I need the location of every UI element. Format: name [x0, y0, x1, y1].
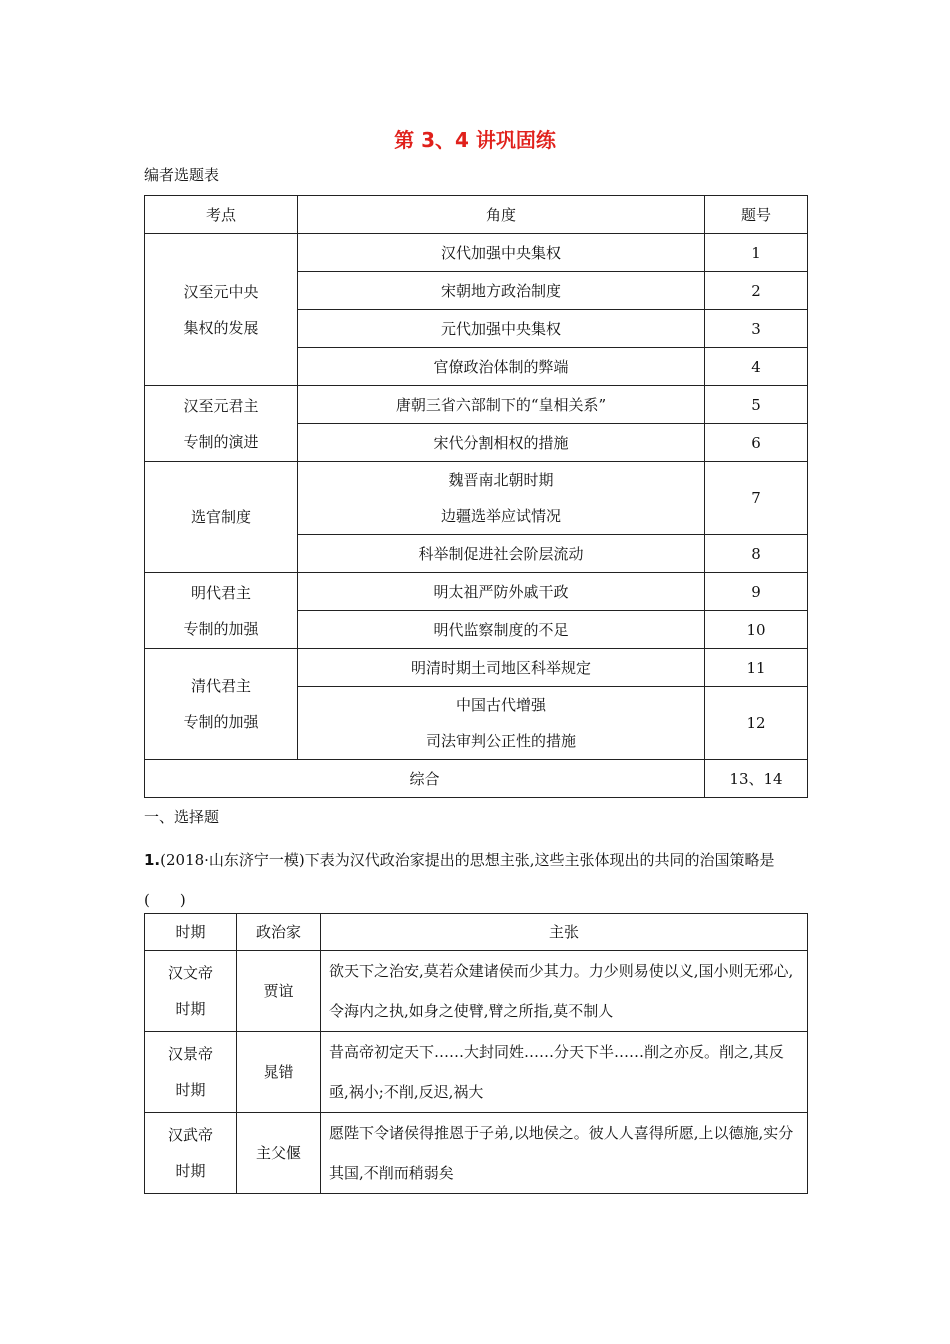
- table-row: [145, 234, 808, 272]
- section-heading: 一、选择题: [144, 808, 220, 826]
- number-cell: 9: [705, 573, 808, 611]
- question-1-table: [144, 913, 808, 1194]
- selection-table-label: 编者选题表: [144, 166, 220, 184]
- table-row: [145, 386, 808, 424]
- statesman-cell: 主父偃: [237, 1113, 321, 1194]
- angle-cell: 中国古代增强 司法审判公正性的措施: [298, 687, 705, 760]
- table-row: [145, 573, 808, 611]
- topic-cell: 明代君主 专制的加强: [145, 573, 298, 649]
- stance-cell: 愿陛下令诸侯得推恩于子弟,以地侯之。彼人人喜得所愿,上以德施,实分其国,不削而稍弱矣: [321, 1113, 808, 1194]
- number-cell: 8: [705, 535, 808, 573]
- stance-cell: 欲天下之治安,莫若众建诸侯而少其力。力少则易使以义,国小则无邪心,令海内之执,如身之使臂,臂之所指,莫不制人: [321, 951, 808, 1032]
- table-header-cell: 题号: [705, 196, 808, 234]
- stance-cell: 昔高帝初定天下……大封同姓……分天下半……削之亦反。削之,其反亟,祸小;不削,反迟,祸大: [321, 1032, 808, 1113]
- table-row: [145, 1113, 808, 1194]
- number-cell: 7: [705, 462, 808, 535]
- angle-cell: 宋朝地方政治制度: [298, 272, 705, 310]
- number-cell: 11: [705, 649, 808, 687]
- number-cell: 13、14: [705, 760, 808, 798]
- angle-cell: 元代加强中央集权: [298, 310, 705, 348]
- table-row: [145, 951, 808, 1032]
- table-row: [145, 760, 808, 798]
- question-1-text: [144, 840, 809, 920]
- number-cell: 10: [705, 611, 808, 649]
- angle-cell: 官僚政治体制的弊端: [298, 348, 705, 386]
- topic-cell: 选官制度: [145, 462, 298, 573]
- angle-cell: 科举制促进社会阶层流动: [298, 535, 705, 573]
- topic-cell: 汉至元君主 专制的演进: [145, 386, 298, 462]
- table-header-cell: 角度: [298, 196, 705, 234]
- table-header-cell: 时期: [145, 914, 237, 951]
- period-cell: 汉景帝 时期: [145, 1032, 237, 1113]
- angle-cell: 明代监察制度的不足: [298, 611, 705, 649]
- table-header-row: [145, 196, 808, 234]
- page-title: 第 3、4 讲巩固练: [394, 128, 556, 152]
- number-cell: 4: [705, 348, 808, 386]
- table-header-cell: 政治家: [237, 914, 321, 951]
- question-stem: (2018·山东济宁一模)下表为汉代政治家提出的思想主张,这些主张体现出的共同的治国策略是( ): [144, 851, 775, 909]
- statesman-cell: 晁错: [237, 1032, 321, 1113]
- selection-table: [144, 195, 808, 798]
- table-header-row: [145, 914, 808, 951]
- angle-cell: 明清时期土司地区科举规定: [298, 649, 705, 687]
- statesman-cell: 贾谊: [237, 951, 321, 1032]
- number-cell: 3: [705, 310, 808, 348]
- angle-cell: 魏晋南北朝时期 边疆选举应试情况: [298, 462, 705, 535]
- number-cell: 12: [705, 687, 808, 760]
- topic-cell: 清代君主 专制的加强: [145, 649, 298, 760]
- angle-cell: 汉代加强中央集权: [298, 234, 705, 272]
- number-cell: 1: [705, 234, 808, 272]
- number-cell: 6: [705, 424, 808, 462]
- table-row: [145, 462, 808, 535]
- number-cell: 2: [705, 272, 808, 310]
- table-header-cell: 考点: [145, 196, 298, 234]
- table-row: [145, 649, 808, 687]
- angle-cell: 唐朝三省六部制下的“皇相关系”: [298, 386, 705, 424]
- summary-cell: 综合: [145, 760, 705, 798]
- period-cell: 汉武帝 时期: [145, 1113, 237, 1194]
- question-number: 1.: [144, 851, 161, 869]
- angle-cell: 明太祖严防外戚干政: [298, 573, 705, 611]
- table-row: [145, 1032, 808, 1113]
- number-cell: 5: [705, 386, 808, 424]
- topic-cell: 汉至元中央 集权的发展: [145, 234, 298, 386]
- period-cell: 汉文帝 时期: [145, 951, 237, 1032]
- table-header-cell: 主张: [321, 914, 808, 951]
- angle-cell: 宋代分割相权的措施: [298, 424, 705, 462]
